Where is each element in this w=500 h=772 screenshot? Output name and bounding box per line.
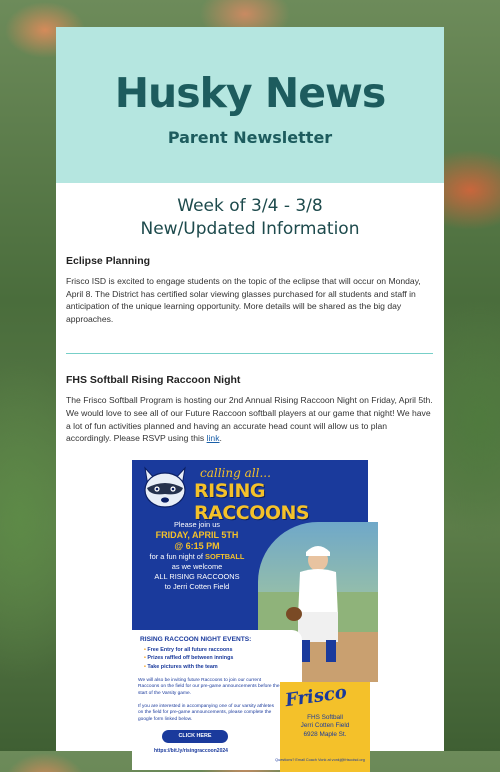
section-heading: FHS Softball Rising Raccoon Night <box>66 374 241 387</box>
softball-section <box>56 374 444 444</box>
flyer-interest-note: If you are interested in accompanying one of our varsity athletes on the field for pre-game announcements, please complete the google form linked below. <box>138 703 274 722</box>
frisco-logo: Frisco <box>283 681 349 711</box>
flyer-to: to Jerri Cotten Field <box>164 581 230 591</box>
newsletter-title: Husky News <box>114 69 386 117</box>
flyer-click-here-button: CLICK HERE <box>162 730 228 743</box>
section-body: Frisco ISD is excited to engage students on the topic of the eclipse that will occur on Monday, April 8. The District has certified solar viewing glasses purchased for all students and staff in anticipation of the unique learning opportunity. More details will be shared as the big day approaches. <box>66 276 421 324</box>
flyer-contact: Questions? Email Coach Vonk at vonkj@friscoisd.org <box>275 757 365 762</box>
venue-line: Jerri Cotten Field <box>300 722 350 730</box>
flyer-fun-pre: for a fun night of <box>149 551 206 561</box>
flyer-venue <box>280 714 370 739</box>
week-range: Week of 3/4 - 3/8 <box>177 196 323 216</box>
body-text-end: . <box>219 433 222 444</box>
flyer-events-title: RISING RACCOON NIGHT EVENTS: <box>140 635 252 643</box>
flyer-events-list <box>144 646 233 671</box>
list-item: • Take pictures with the team <box>144 663 233 671</box>
list-item: • Prizes raffled off between innings <box>144 654 233 662</box>
newsletter-header <box>56 27 444 183</box>
week-updated-info: New/Updated Information <box>140 219 360 239</box>
flyer-short-link: https://bit.ly/risingraccoon2024 <box>154 747 228 754</box>
list-item: • Free Entry for all future raccoons <box>144 646 233 654</box>
flyer-sport: SOFTBALL <box>205 551 245 561</box>
flyer-calling: calling all... <box>200 465 271 480</box>
flyer-all: ALL RISING RACCOONS <box>154 571 240 581</box>
newsletter-card <box>56 27 444 762</box>
flyer-invite-note: We will also be inviting future Raccoons to join our current Raccoons on the field for our pre-game announcements before the start of the Varsity game. <box>138 677 280 696</box>
rsvp-link[interactable]: link <box>206 433 220 444</box>
flyer-welcome: as we welcome <box>171 561 223 571</box>
flyer-rising-raccoons: RISING RACCOONS <box>194 479 310 524</box>
raccoon-logo-icon <box>140 464 190 512</box>
flyer-join: Please join us <box>173 519 220 529</box>
venue-line: FHS Softball <box>307 713 343 721</box>
section-divider <box>66 353 433 354</box>
body-text: The Frisco Softball Program is hosting our 2nd Annual Rising Raccoon Night on Friday, April 5th. We would love to see all of our Future Raccoon softball players at our game that night! We have a lot of fun activities planned and having an accurate head count will allow us to plan accordingly. Please RSVP using this <box>66 395 433 444</box>
newsletter-subtitle: Parent Newsletter <box>167 128 333 147</box>
venue-line: 6928 Maple St. <box>303 730 347 738</box>
section-body <box>66 394 433 444</box>
flyer-time: @ 6:15 PM <box>174 540 220 551</box>
flyer-invite-text <box>132 520 262 592</box>
rising-raccoons-flyer-image <box>132 460 368 766</box>
week-heading <box>56 195 444 241</box>
section-heading: Eclipse Planning <box>66 255 151 267</box>
eclipse-section <box>56 255 444 325</box>
flyer-date: FRIDAY, APRIL 5TH <box>155 529 239 540</box>
flyer-fun <box>132 552 262 562</box>
